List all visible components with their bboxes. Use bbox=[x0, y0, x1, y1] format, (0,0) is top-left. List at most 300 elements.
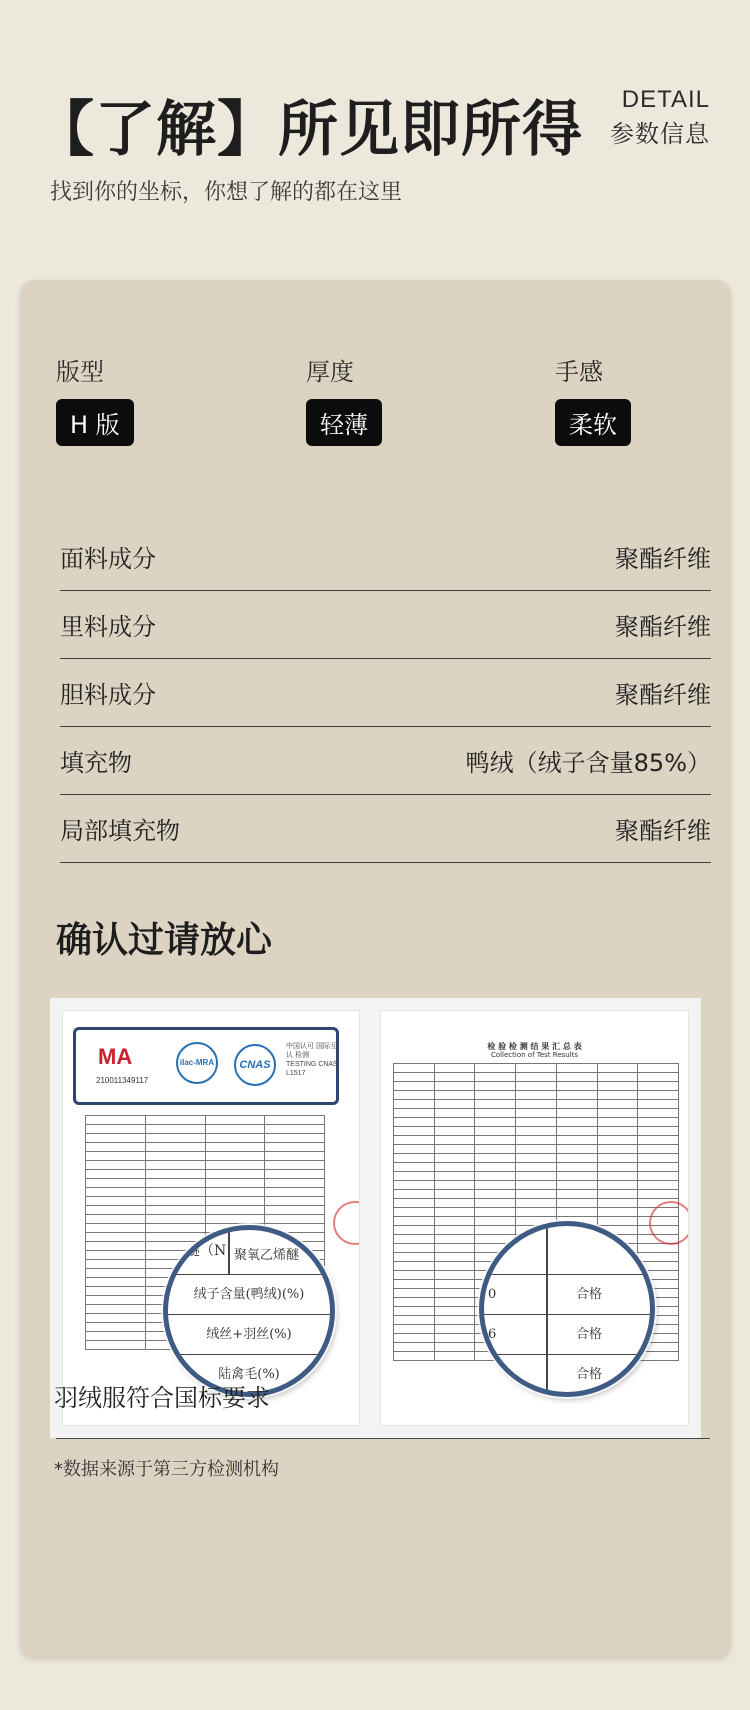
report-table-cell bbox=[86, 1341, 146, 1350]
report-table-cell bbox=[434, 1208, 475, 1217]
report-table-cell bbox=[516, 1154, 557, 1163]
report-table-cell bbox=[86, 1125, 146, 1134]
report-table-cell bbox=[597, 1172, 638, 1181]
page-subtitle: 找到你的坐标，你想了解的都在这里 bbox=[50, 180, 403, 205]
report-table-row bbox=[394, 1109, 679, 1118]
attribute-fit bbox=[56, 352, 134, 446]
report-table-cell bbox=[597, 1217, 638, 1226]
spec-value: 聚酯纤维 bbox=[615, 613, 711, 641]
report-table-cell bbox=[638, 1163, 679, 1172]
report-table-row bbox=[86, 1206, 325, 1215]
report-table-cell bbox=[394, 1127, 435, 1136]
report-table-cell bbox=[434, 1325, 475, 1334]
report-table-cell bbox=[516, 1172, 557, 1181]
report-table-cell bbox=[516, 1064, 557, 1073]
report-table-cell bbox=[434, 1190, 475, 1199]
report-table-cell bbox=[434, 1253, 475, 1262]
report-table-cell bbox=[516, 1100, 557, 1109]
report-table-cell bbox=[475, 1091, 516, 1100]
report-table-cell bbox=[597, 1118, 638, 1127]
report-table-cell bbox=[556, 1091, 597, 1100]
report-table-cell bbox=[265, 1215, 325, 1224]
report-table-cell bbox=[394, 1325, 435, 1334]
report-table-cell bbox=[434, 1280, 475, 1289]
report-table-cell bbox=[265, 1161, 325, 1170]
report-table-cell bbox=[434, 1073, 475, 1082]
report-table-cell bbox=[475, 1199, 516, 1208]
report-table-cell bbox=[638, 1109, 679, 1118]
report-table-cell bbox=[205, 1134, 265, 1143]
report-table-cell bbox=[475, 1127, 516, 1136]
report-table-cell bbox=[394, 1343, 435, 1352]
report-table-cell bbox=[597, 1190, 638, 1199]
report-table-cell bbox=[556, 1127, 597, 1136]
report-table-row bbox=[86, 1170, 325, 1179]
magnifier-right bbox=[479, 1221, 655, 1397]
report-table-cell bbox=[86, 1260, 146, 1269]
report-table-cell bbox=[434, 1352, 475, 1361]
report-table-row bbox=[86, 1125, 325, 1134]
report-table-cell bbox=[265, 1170, 325, 1179]
report-table-row bbox=[394, 1136, 679, 1145]
report-table-cell bbox=[394, 1163, 435, 1172]
report-table-row bbox=[394, 1118, 679, 1127]
report-table-cell bbox=[86, 1305, 146, 1314]
report-table-cell bbox=[86, 1170, 146, 1179]
report-table-cell bbox=[516, 1190, 557, 1199]
report-title: 检 验 检 测 结 果 汇 总 表 bbox=[487, 1042, 582, 1051]
report-table-cell bbox=[434, 1316, 475, 1325]
detail-label-en: DETAIL bbox=[621, 86, 710, 113]
report-table-cell bbox=[205, 1170, 265, 1179]
report-table-cell bbox=[205, 1197, 265, 1206]
report-table-cell bbox=[638, 1118, 679, 1127]
attribute-label: 版型 bbox=[56, 358, 104, 386]
report-table-cell bbox=[394, 1118, 435, 1127]
spec-row bbox=[60, 795, 711, 863]
report-table-cell bbox=[205, 1188, 265, 1197]
attribute-feel bbox=[555, 352, 631, 446]
report-table-cell bbox=[516, 1145, 557, 1154]
report-table-cell bbox=[434, 1289, 475, 1298]
report-table-cell bbox=[205, 1116, 265, 1125]
report-table-cell bbox=[394, 1136, 435, 1145]
report-table-cell bbox=[86, 1197, 146, 1206]
attribute-label: 手感 bbox=[555, 358, 603, 386]
report-table-cell bbox=[205, 1161, 265, 1170]
report-table-cell bbox=[394, 1154, 435, 1163]
report-table-row bbox=[394, 1172, 679, 1181]
report-table-row bbox=[86, 1188, 325, 1197]
report-table-cell bbox=[86, 1233, 146, 1242]
report-table-cell bbox=[638, 1136, 679, 1145]
report-table-cell bbox=[86, 1323, 146, 1332]
report-table-cell bbox=[597, 1145, 638, 1154]
attribute-badge: 轻薄 bbox=[306, 399, 382, 446]
detail-label-cn: 参数信息 bbox=[610, 120, 710, 148]
report-table-cell bbox=[86, 1296, 146, 1305]
report-table-cell bbox=[475, 1208, 516, 1217]
report-table-cell bbox=[434, 1163, 475, 1172]
report-table-row bbox=[86, 1143, 325, 1152]
report-table-cell bbox=[145, 1170, 205, 1179]
report-table-cell bbox=[265, 1197, 325, 1206]
report-table-cell bbox=[475, 1064, 516, 1073]
report-table-cell bbox=[516, 1163, 557, 1172]
cma-number: 210011349117 bbox=[96, 1076, 149, 1085]
report-table-cell bbox=[597, 1208, 638, 1217]
report-table-cell bbox=[475, 1136, 516, 1145]
report-table-cell bbox=[86, 1242, 146, 1251]
report-table-cell bbox=[145, 1215, 205, 1224]
spec-label: 填充物 bbox=[60, 749, 132, 777]
report-table-cell bbox=[205, 1215, 265, 1224]
spec-row bbox=[60, 659, 711, 727]
report-table-cell bbox=[475, 1145, 516, 1154]
attribute-thickness bbox=[306, 352, 382, 446]
report-table-cell bbox=[145, 1134, 205, 1143]
report-table-cell bbox=[434, 1244, 475, 1253]
report-table-cell bbox=[394, 1280, 435, 1289]
report-table-cell bbox=[394, 1172, 435, 1181]
report-table-cell bbox=[556, 1181, 597, 1190]
report-table-cell bbox=[434, 1235, 475, 1244]
report-table-cell bbox=[394, 1244, 435, 1253]
report-table-row bbox=[394, 1154, 679, 1163]
report-table-cell bbox=[265, 1116, 325, 1125]
report-table-cell bbox=[638, 1190, 679, 1199]
report-table-cell bbox=[638, 1154, 679, 1163]
divider bbox=[56, 1438, 710, 1439]
cnas-text: 中国认可 国际互认 检测 TESTING CNAS L1517 bbox=[286, 1043, 338, 1077]
report-table-cell bbox=[597, 1136, 638, 1145]
report-table-cell bbox=[434, 1109, 475, 1118]
report-table-cell bbox=[516, 1199, 557, 1208]
report-table-cell bbox=[556, 1073, 597, 1082]
report-table-cell bbox=[86, 1278, 146, 1287]
spec-value: 鸭绒（绒子含量85%） bbox=[465, 749, 711, 777]
report-table-cell bbox=[475, 1082, 516, 1091]
report-table-cell bbox=[597, 1163, 638, 1172]
report-table-cell bbox=[434, 1217, 475, 1226]
report-table-cell bbox=[434, 1064, 475, 1073]
spec-label: 局部填充物 bbox=[60, 817, 180, 845]
report-table-row bbox=[394, 1163, 679, 1172]
report-table-cell bbox=[556, 1199, 597, 1208]
report-table-cell bbox=[638, 1181, 679, 1190]
report-table-cell bbox=[265, 1125, 325, 1134]
report-table-cell bbox=[205, 1179, 265, 1188]
report-table-row bbox=[86, 1215, 325, 1224]
report-table-cell bbox=[394, 1352, 435, 1361]
report-table-cell bbox=[145, 1116, 205, 1125]
spec-value: 聚酯纤维 bbox=[615, 817, 711, 845]
attribute-badge: 柔软 bbox=[555, 399, 631, 446]
report-table-cell bbox=[556, 1100, 597, 1109]
magnifier-cell: 合格 bbox=[576, 1367, 603, 1382]
magnifier-row bbox=[484, 1234, 650, 1274]
report-table-cell bbox=[516, 1127, 557, 1136]
report-table-cell bbox=[638, 1073, 679, 1082]
report-table-cell bbox=[597, 1181, 638, 1190]
report-table-cell bbox=[265, 1134, 325, 1143]
report-table-cell bbox=[597, 1073, 638, 1082]
report-table-cell bbox=[394, 1190, 435, 1199]
report-table-cell bbox=[265, 1188, 325, 1197]
report-table-cell bbox=[265, 1143, 325, 1152]
report-table-cell bbox=[394, 1316, 435, 1325]
report-table-cell bbox=[394, 1073, 435, 1082]
test-report-right bbox=[380, 1010, 689, 1426]
magnifier-row bbox=[484, 1354, 650, 1394]
report-table-cell bbox=[556, 1208, 597, 1217]
report-table-row bbox=[394, 1091, 679, 1100]
report-table-cell bbox=[516, 1136, 557, 1145]
report-table-row bbox=[394, 1190, 679, 1199]
report-table-cell bbox=[86, 1287, 146, 1296]
report-table-cell bbox=[475, 1154, 516, 1163]
report-table-cell bbox=[597, 1109, 638, 1118]
magnifier-cell: 合格 bbox=[576, 1287, 603, 1302]
report-table-cell bbox=[516, 1109, 557, 1118]
report-table-cell bbox=[556, 1190, 597, 1199]
report-table-cell bbox=[516, 1208, 557, 1217]
report-table-cell bbox=[394, 1289, 435, 1298]
detail-card bbox=[20, 280, 731, 1658]
report-table-cell bbox=[434, 1172, 475, 1181]
report-table-row bbox=[86, 1152, 325, 1161]
report-table-cell bbox=[86, 1152, 146, 1161]
report-table-cell bbox=[475, 1181, 516, 1190]
spec-value: 聚酯纤维 bbox=[615, 545, 711, 573]
spec-row bbox=[60, 591, 711, 659]
magnifier-row bbox=[484, 1314, 650, 1354]
report-table-cell bbox=[475, 1100, 516, 1109]
attribute-label: 厚度 bbox=[306, 358, 354, 386]
report-table-cell bbox=[475, 1109, 516, 1118]
spec-list bbox=[60, 523, 711, 863]
report-table-cell bbox=[394, 1226, 435, 1235]
report-table-cell bbox=[638, 1064, 679, 1073]
report-table-row bbox=[394, 1145, 679, 1154]
report-table-cell bbox=[597, 1064, 638, 1073]
report-table-cell bbox=[86, 1314, 146, 1323]
report-table-cell bbox=[597, 1082, 638, 1091]
page-title: 【了解】所见即所得 bbox=[34, 95, 583, 165]
report-table-cell bbox=[86, 1269, 146, 1278]
report-table-cell bbox=[394, 1235, 435, 1244]
spec-label: 胆料成分 bbox=[60, 681, 156, 709]
report-table-row bbox=[86, 1134, 325, 1143]
report-table-cell bbox=[394, 1334, 435, 1343]
magnifier-cell: 合格 bbox=[576, 1327, 603, 1342]
certification-logos bbox=[73, 1027, 339, 1105]
report-table-cell bbox=[265, 1179, 325, 1188]
report-table-cell bbox=[394, 1262, 435, 1271]
report-table-cell bbox=[145, 1125, 205, 1134]
red-seal-icon bbox=[333, 1201, 360, 1245]
report-table-row bbox=[394, 1208, 679, 1217]
report-table-row bbox=[86, 1197, 325, 1206]
report-table-cell bbox=[394, 1217, 435, 1226]
report-table-cell bbox=[86, 1143, 146, 1152]
report-table-cell bbox=[86, 1116, 146, 1125]
report-table-cell bbox=[638, 1127, 679, 1136]
report-table-cell bbox=[434, 1181, 475, 1190]
report-subtitle: Collection of Test Results bbox=[490, 1051, 579, 1059]
report-table-cell bbox=[516, 1073, 557, 1082]
report-table-cell bbox=[516, 1118, 557, 1127]
report-table-cell bbox=[86, 1224, 146, 1233]
report-table-cell bbox=[475, 1073, 516, 1082]
report-table-row bbox=[86, 1161, 325, 1170]
certification-title: 确认过请放心 bbox=[56, 920, 273, 961]
report-table-row bbox=[394, 1181, 679, 1190]
report-table-cell bbox=[434, 1226, 475, 1235]
spec-row bbox=[60, 727, 711, 795]
report-table-cell bbox=[638, 1172, 679, 1181]
report-table-cell bbox=[638, 1091, 679, 1100]
report-table-cell bbox=[434, 1271, 475, 1280]
report-table-cell bbox=[394, 1199, 435, 1208]
report-table-cell bbox=[86, 1134, 146, 1143]
report-table-cell bbox=[597, 1127, 638, 1136]
report-table-cell bbox=[434, 1262, 475, 1271]
report-table-cell bbox=[145, 1152, 205, 1161]
report-table-cell bbox=[394, 1253, 435, 1262]
magnifier-left bbox=[163, 1225, 335, 1397]
report-table-cell bbox=[86, 1206, 146, 1215]
report-table-cell bbox=[556, 1163, 597, 1172]
report-table-cell bbox=[475, 1163, 516, 1172]
magnifier-row: 绒子含量(鸭绒)(%) bbox=[168, 1274, 330, 1314]
report-table-cell bbox=[434, 1082, 475, 1091]
report-table-cell bbox=[516, 1091, 557, 1100]
report-table-cell bbox=[394, 1145, 435, 1154]
report-table-cell bbox=[394, 1082, 435, 1091]
magnifier-row: 陆禽毛(%) bbox=[168, 1354, 330, 1394]
report-table-cell bbox=[394, 1208, 435, 1217]
magnifier-cell: 烯醚（N bbox=[172, 1243, 227, 1259]
report-table-cell bbox=[638, 1145, 679, 1154]
report-table-cell bbox=[205, 1152, 265, 1161]
magnifier-header bbox=[168, 1230, 330, 1274]
report-table-cell bbox=[597, 1100, 638, 1109]
report-table-cell bbox=[434, 1127, 475, 1136]
report-table-cell bbox=[556, 1154, 597, 1163]
report-table-cell bbox=[434, 1100, 475, 1109]
report-table-cell bbox=[638, 1082, 679, 1091]
report-table-cell bbox=[434, 1343, 475, 1352]
report-table-cell bbox=[145, 1206, 205, 1215]
report-table-cell bbox=[434, 1091, 475, 1100]
report-table-cell bbox=[434, 1298, 475, 1307]
page-header bbox=[0, 0, 750, 280]
report-table-cell bbox=[434, 1199, 475, 1208]
report-table-cell bbox=[434, 1145, 475, 1154]
report-table-cell bbox=[597, 1199, 638, 1208]
report-table-cell bbox=[475, 1217, 516, 1226]
spec-row bbox=[60, 523, 711, 591]
report-table-cell bbox=[145, 1197, 205, 1206]
report-table-row bbox=[86, 1116, 325, 1125]
report-table-cell bbox=[205, 1125, 265, 1134]
report-table-cell bbox=[475, 1118, 516, 1127]
report-table-cell bbox=[556, 1172, 597, 1181]
report-table-cell bbox=[86, 1251, 146, 1260]
report-table-cell bbox=[475, 1172, 516, 1181]
report-table-cell bbox=[394, 1271, 435, 1280]
report-table-cell bbox=[394, 1100, 435, 1109]
data-source-note: *数据来源于第三方检测机构 bbox=[54, 1459, 279, 1480]
magnifier-row: 绒丝+羽丝(%) bbox=[168, 1314, 330, 1354]
report-table-row bbox=[394, 1064, 679, 1073]
report-table-cell bbox=[434, 1334, 475, 1343]
report-table-cell bbox=[394, 1181, 435, 1190]
report-table-cell bbox=[516, 1181, 557, 1190]
report-table-row bbox=[394, 1100, 679, 1109]
report-table-row bbox=[394, 1127, 679, 1136]
red-seal-icon bbox=[649, 1201, 689, 1245]
report-table-cell bbox=[86, 1188, 146, 1197]
report-table-cell bbox=[394, 1091, 435, 1100]
report-table-cell bbox=[434, 1307, 475, 1316]
report-table-cell bbox=[475, 1190, 516, 1199]
report-table-cell bbox=[394, 1109, 435, 1118]
report-table-cell bbox=[86, 1215, 146, 1224]
report-table-cell bbox=[145, 1179, 205, 1188]
report-table-cell bbox=[597, 1154, 638, 1163]
report-table-row bbox=[394, 1073, 679, 1082]
report-table-cell bbox=[145, 1188, 205, 1197]
report-table-cell bbox=[205, 1143, 265, 1152]
report-table-row bbox=[394, 1199, 679, 1208]
magnifier-cell: 聚氧乙烯醚 bbox=[234, 1248, 300, 1263]
report-table-cell bbox=[394, 1298, 435, 1307]
test-report-images bbox=[50, 998, 701, 1438]
report-table-row bbox=[86, 1179, 325, 1188]
report-table-cell bbox=[265, 1206, 325, 1215]
cnas-logo: CNAS bbox=[234, 1044, 276, 1086]
report-table-cell bbox=[556, 1136, 597, 1145]
spec-label: 里料成分 bbox=[60, 613, 156, 641]
attribute-badge: H 版 bbox=[56, 399, 134, 446]
report-table-cell bbox=[394, 1064, 435, 1073]
report-table-cell bbox=[145, 1143, 205, 1152]
magnifier-cell: 6 bbox=[488, 1327, 497, 1342]
report-table-cell bbox=[86, 1161, 146, 1170]
report-table-cell bbox=[434, 1154, 475, 1163]
test-report-left bbox=[62, 1010, 360, 1426]
report-table-cell bbox=[556, 1145, 597, 1154]
report-table-cell bbox=[556, 1109, 597, 1118]
compliance-statement: 羽绒服符合国标要求 bbox=[54, 1384, 270, 1412]
report-table-row bbox=[394, 1217, 679, 1226]
report-table-cell bbox=[265, 1152, 325, 1161]
report-table-cell bbox=[205, 1206, 265, 1215]
report-table-row bbox=[394, 1082, 679, 1091]
report-table-cell bbox=[638, 1100, 679, 1109]
report-table-cell bbox=[434, 1118, 475, 1127]
report-table-cell bbox=[145, 1161, 205, 1170]
report-table-cell bbox=[86, 1179, 146, 1188]
spec-value: 聚酯纤维 bbox=[615, 681, 711, 709]
cma-logo: MA bbox=[98, 1044, 133, 1069]
magnifier-cell: 0 bbox=[488, 1287, 497, 1302]
magnifier-row bbox=[484, 1274, 650, 1314]
report-table-cell bbox=[556, 1064, 597, 1073]
report-table-cell bbox=[434, 1136, 475, 1145]
